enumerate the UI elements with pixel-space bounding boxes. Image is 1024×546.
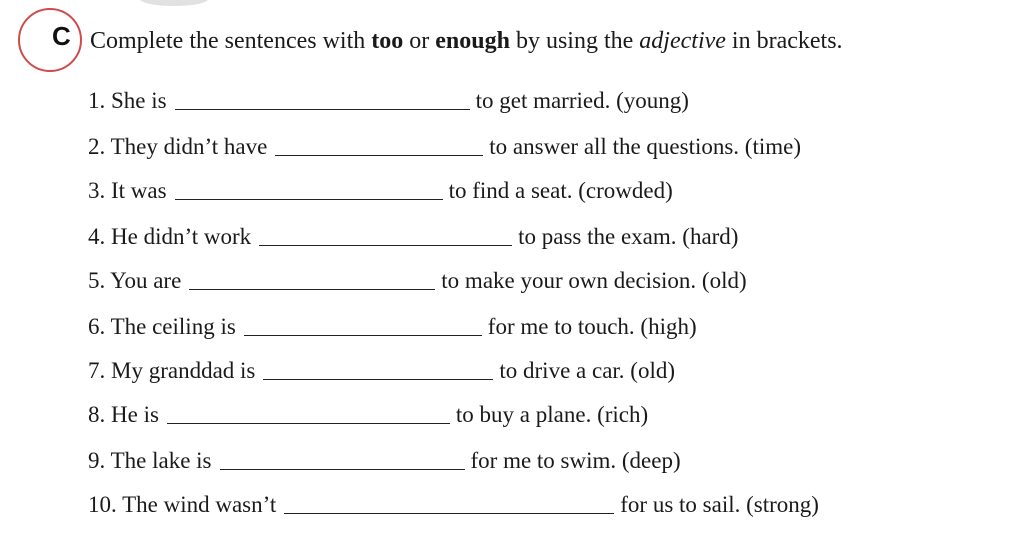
exercise-item	[88, 86, 689, 116]
item-number: 5.	[88, 268, 106, 293]
exercise-item	[88, 176, 673, 206]
top-smudge	[140, 0, 208, 6]
item-text-after: to get married. (young)	[475, 88, 689, 113]
item-number: 10.	[88, 492, 117, 517]
answer-blank[interactable]	[220, 468, 465, 470]
section-badge-circle	[18, 8, 82, 72]
section-letter: C	[52, 21, 71, 51]
answer-blank[interactable]	[284, 512, 614, 514]
instruction-part-2: or	[403, 28, 436, 54]
item-number: 2.	[88, 134, 106, 159]
instruction-part-4: in brackets.	[725, 28, 843, 54]
item-text-after: to answer all the questions. (time)	[489, 134, 801, 159]
exercise-item	[88, 312, 697, 342]
answer-blank[interactable]	[175, 108, 470, 110]
answer-blank[interactable]	[275, 154, 483, 156]
exercise-item	[88, 266, 747, 296]
item-text-before: He didn’t work	[111, 224, 252, 249]
item-number: 9.	[88, 448, 106, 473]
item-number: 7.	[88, 358, 106, 383]
instruction-word-adjective: adjective	[639, 28, 726, 54]
instruction-word-too: too	[371, 28, 404, 54]
item-number: 1.	[88, 88, 106, 113]
instruction-part-3: by using the	[509, 28, 640, 54]
exercise-item	[88, 222, 738, 252]
exercise-item	[88, 132, 801, 162]
item-number: 3.	[88, 178, 106, 203]
item-number: 6.	[88, 314, 106, 339]
instruction-part-1: Complete the sentences with	[90, 28, 372, 54]
exercise-item	[88, 490, 819, 520]
answer-blank[interactable]	[263, 378, 493, 380]
item-number: 4.	[88, 224, 106, 249]
item-text-after: for us to sail. (strong)	[620, 492, 819, 517]
exercise-item	[88, 356, 675, 386]
item-text-before: They didn’t have	[110, 134, 268, 159]
instruction-word-enough: enough	[435, 28, 510, 54]
answer-blank[interactable]	[189, 288, 435, 290]
item-number: 8.	[88, 402, 106, 427]
item-text-before: My granddad is	[111, 358, 256, 383]
item-text-before: She is	[111, 88, 167, 113]
instruction-text	[90, 24, 843, 58]
item-text-after: to make your own decision. (old)	[441, 268, 747, 293]
item-text-before: He is	[111, 402, 159, 427]
item-text-after: for me to swim. (deep)	[470, 448, 681, 473]
answer-blank[interactable]	[175, 198, 443, 200]
item-text-before: The wind wasn’t	[122, 492, 277, 517]
item-text-after: to drive a car. (old)	[499, 358, 675, 383]
item-text-after: to pass the exam. (hard)	[518, 224, 739, 249]
item-text-before: The ceiling is	[110, 314, 236, 339]
item-text-before: The lake is	[110, 448, 212, 473]
answer-blank[interactable]	[167, 422, 450, 424]
answer-blank[interactable]	[259, 244, 512, 246]
item-text-before: It was	[111, 178, 167, 203]
item-text-after: to find a seat. (crowded)	[448, 178, 673, 203]
exercise-item	[88, 400, 648, 430]
item-text-before: You are	[110, 268, 182, 293]
exercise-item	[88, 446, 681, 476]
item-text-after: to buy a plane. (rich)	[455, 402, 649, 427]
item-text-after: for me to touch. (high)	[487, 314, 697, 339]
answer-blank[interactable]	[244, 334, 482, 336]
